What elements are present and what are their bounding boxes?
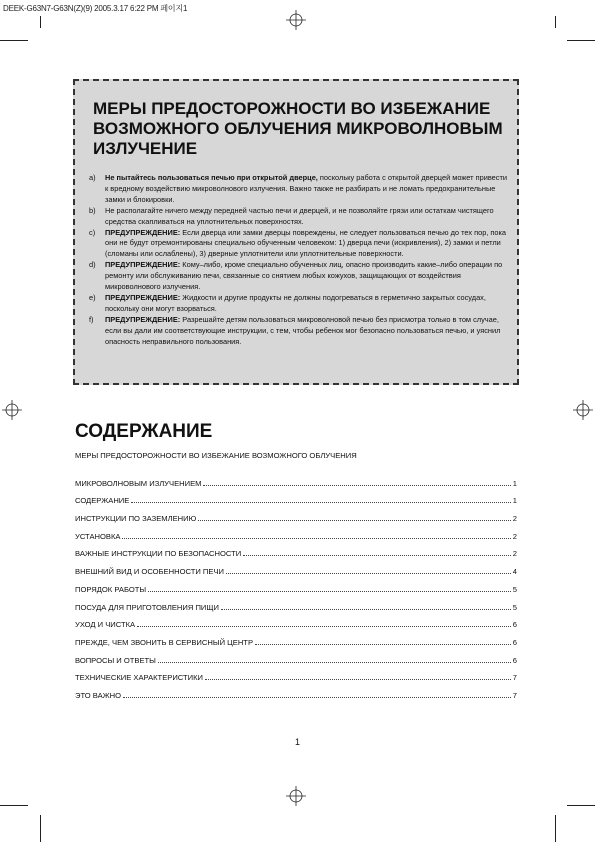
crop-mark-br-h — [567, 805, 595, 806]
warning-title: МЕРЫ ПРЕДОСТОРОЖНОСТИ ВО ИЗБЕЖАНИЕ ВОЗМОЖНОГО ОБЛУЧЕНИЯ МИКРОВОЛНОВЫМ ИЗЛУЧЕНИЕ — [93, 99, 503, 158]
warning-item-b: b) Не располагайте ничего между передней частью печи и дверцей, и не позволяйте грязи или остаткам чистящего средства скапливаться на уплотнительных поверхностях. — [89, 205, 494, 226]
toc-entry[interactable]: ТЕХНИЧЕСКИЕ ХАРАКТЕРИСТИКИ 7 — [75, 673, 517, 683]
warning-item-c: c) ПРЕДУПРЕЖДЕНИЕ: Если дверца или замки дверцы повреждены, не следует пользоваться печью до тех пор, пока они не будут отремонтированы специально обученным человеком: 1) дверца печи (искривления), 2) замки и петли (сломаны или ослаблены), 3) дверные уплотнители или уплотнительные поверхности. — [89, 227, 507, 259]
warning-item-e: e) ПРЕДУПРЕЖДЕНИЕ: Жидкости и другие продукты не должны подогреваться в герметично закрытых сосудах, поскольку они могут взорваться. — [89, 292, 486, 313]
page-number: 1 — [295, 737, 301, 747]
toc-entry[interactable]: ПОСУДА ДЛЯ ПРИГОТОВЛЕНИЯ ПИЩИ 5 — [75, 602, 517, 612]
crop-mark-tl-v — [40, 16, 41, 28]
crop-mark-bl-h — [0, 805, 28, 806]
toc-entry[interactable]: ИНСТРУКЦИИ ПО ЗАЗЕМЛЕНИЮ 2 — [75, 514, 517, 524]
safety-warning-box — [73, 79, 519, 385]
toc-entry[interactable]: ВАЖНЫЕ ИНСТРУКЦИИ ПО БЕЗОПАСНОСТИ 2 — [75, 549, 517, 559]
print-header: DEEK-G63N7-G63N(Z)(9) 2005.3.17 6:22 PM 페이지1 — [3, 4, 188, 13]
crop-mark-tr-h — [567, 40, 595, 41]
crop-mark-tr-v — [555, 16, 556, 28]
toc-entry[interactable]: УХОД И ЧИСТКА 6 — [75, 620, 517, 630]
warning-item-d: d) ПРЕДУПРЕЖДЕНИЕ: Кому–либо, кроме специально обученных лиц, опасно производить какие–либо операции по ремонту или обслуживанию печи, связанные со снятием любых кожухов, защищающих от воздействия микроволнового излучения. — [89, 260, 503, 292]
toc-entry[interactable]: МИКРОВОЛНОВЫМ ИЗЛУЧЕНИЕМ 1 — [75, 478, 517, 488]
toc-entry[interactable]: ПОРЯДОК РАБОТЫ 5 — [75, 584, 517, 594]
toc-entry[interactable]: ЭТО ВАЖНО 7 — [75, 690, 517, 700]
warning-item-f: f) ПРЕДУПРЕЖДЕНИЕ: Разрешайте детям пользоваться микроволновой печью без присмотра только в том случае, если вы дали им соответствующие инструкции, с тем, чтобы ребенок мог безопасно пользоваться печью, и уяснил опасность неправильного пользования. — [89, 314, 501, 346]
toc-entry[interactable]: ВНЕШНИЙ ВИД И ОСОБЕННОСТИ ПЕЧИ 4 — [75, 567, 517, 577]
registration-mark-right-icon — [573, 400, 593, 420]
toc-intro-line: МЕРЫ ПРЕДОСТОРОЖНОСТИ ВО ИЗБЕЖАНИЕ ВОЗМОЖНОГО ОБЛУЧЕНИЯ — [75, 451, 357, 460]
toc-list — [75, 470, 517, 700]
crop-mark-br-v — [555, 815, 556, 842]
crop-mark-bl-v — [40, 815, 41, 842]
registration-mark-top-icon — [286, 10, 306, 30]
toc-entry[interactable]: УСТАНОВКА 2 — [75, 531, 517, 541]
registration-mark-left-icon — [2, 400, 22, 420]
toc-entry[interactable]: СОДЕРЖАНИЕ 1 — [75, 496, 517, 506]
toc-entry[interactable]: ВОПРОСЫ И ОТВЕТЫ 6 — [75, 655, 517, 665]
warning-list — [89, 173, 507, 348]
crop-mark-tl-h — [0, 40, 28, 41]
toc-entry[interactable]: ПРЕЖДЕ, ЧЕМ ЗВОНИТЬ В СЕРВИСНЫЙ ЦЕНТР 6 — [75, 637, 517, 647]
toc-title: СОДЕРЖАНИЕ — [75, 421, 213, 442]
warning-item-a: a) Не пытайтесь пользоваться печью при открытой дверце, поскольку работа с открытой дверцей может привести к вредному воздействию микроволнового излучения. Важно также не разбирать и не ломать предохранительные замки и блокировки. — [89, 173, 508, 204]
registration-mark-bottom-icon — [286, 786, 306, 806]
